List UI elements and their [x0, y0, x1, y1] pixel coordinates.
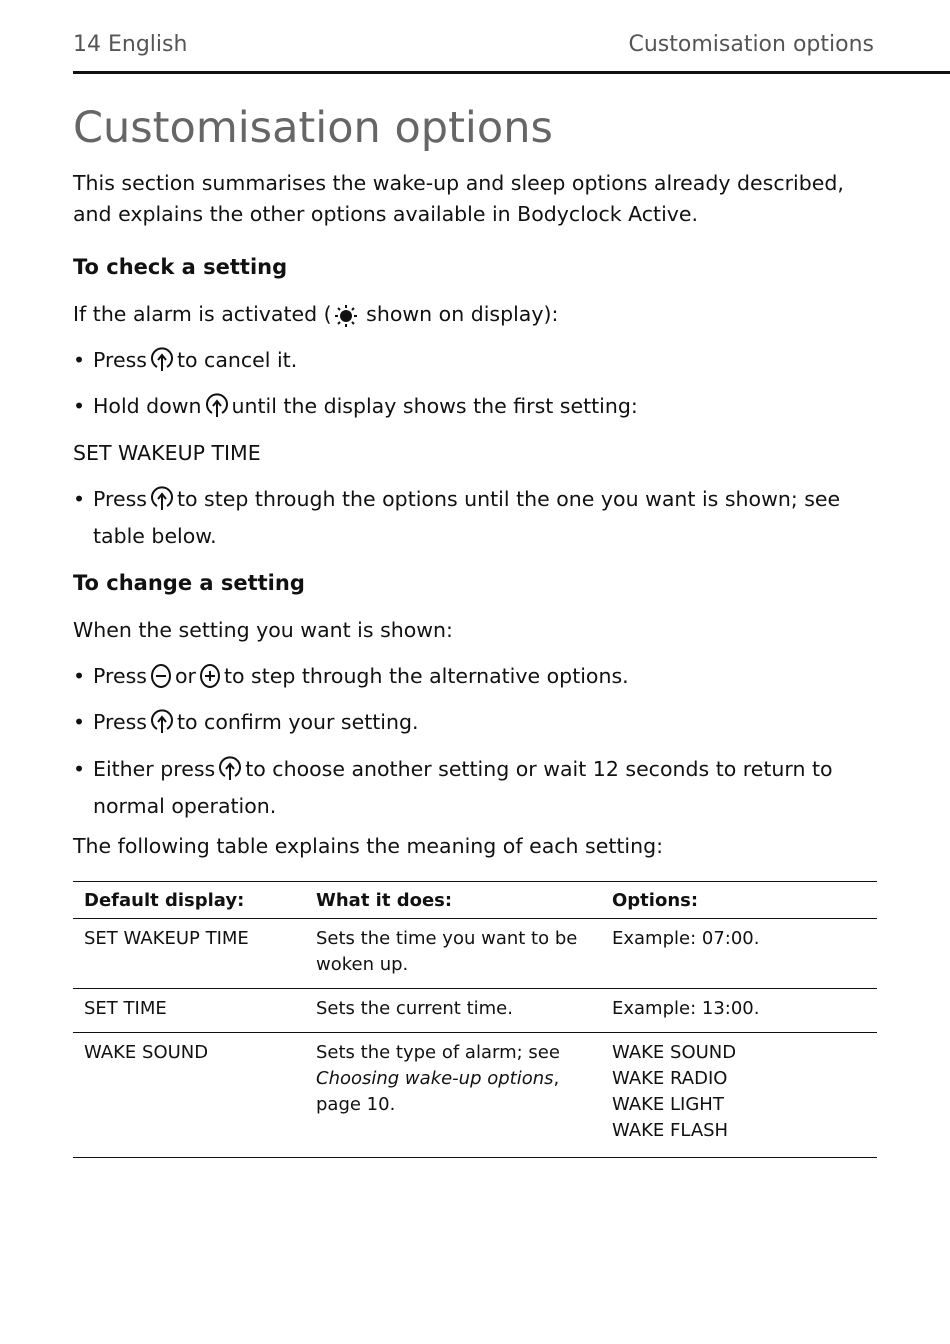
- page-title: Customisation options: [73, 103, 553, 153]
- sun-icon: [335, 305, 357, 336]
- cell-description: Sets the type of alarm; see Choosing wake-up options, page 10.: [316, 1042, 560, 1115]
- option-value: WAKE LIGHT: [612, 1094, 724, 1115]
- select-button-icon: [218, 756, 242, 791]
- option-value: WAKE RADIO: [612, 1068, 728, 1089]
- cell-display: SET WAKEUP TIME: [84, 928, 249, 949]
- change-setting-heading: To change a setting: [73, 571, 305, 595]
- column-header: Default display:: [84, 890, 245, 911]
- check-setting-heading: To check a setting: [73, 255, 288, 279]
- settings-table: [73, 881, 877, 1158]
- select-button-icon: [150, 486, 174, 521]
- alarm-activated-text: If the alarm is activated ( shown on display):: [73, 299, 863, 336]
- select-button-icon: [150, 709, 174, 744]
- cell-description: Sets the time you want to be woken up.: [316, 928, 578, 975]
- select-button-icon: [150, 347, 174, 382]
- option-value: WAKE SOUND: [612, 1042, 737, 1063]
- table-row: [73, 989, 877, 1033]
- cell-display: SET TIME: [84, 998, 167, 1019]
- cell-options: Example: 13:00.: [612, 998, 760, 1019]
- cell-display: WAKE SOUND: [84, 1042, 209, 1063]
- column-header: What it does:: [316, 890, 453, 911]
- cell-description: Sets the current time.: [316, 998, 513, 1019]
- plus-button-icon: [199, 663, 221, 698]
- table-intro-text: The following table explains the meaning of each setting:: [73, 834, 664, 858]
- table-header-row: [73, 882, 877, 919]
- minus-button-icon: [150, 663, 172, 698]
- page-header-left: 14 English: [73, 32, 188, 57]
- select-button-icon: [205, 393, 229, 428]
- intro-paragraph: This section summarises the wake-up and sleep options already described, and explains the other options available in Bodyclock Active.: [73, 171, 844, 226]
- column-header: Options:: [612, 890, 699, 911]
- page-reference: Choosing wake-up options: [316, 1068, 554, 1089]
- option-value: WAKE FLASH: [612, 1120, 729, 1141]
- cell-options: Example: 07:00.: [612, 928, 760, 949]
- table-row: [73, 1033, 877, 1158]
- change-lead-text: When the setting you want is shown:: [73, 618, 453, 642]
- display-text: SET WAKEUP TIME: [73, 441, 261, 465]
- cell-options: [601, 1033, 877, 1158]
- page-header-right: Customisation options: [628, 32, 874, 57]
- header-rule: [73, 71, 950, 74]
- table-row: [73, 919, 877, 989]
